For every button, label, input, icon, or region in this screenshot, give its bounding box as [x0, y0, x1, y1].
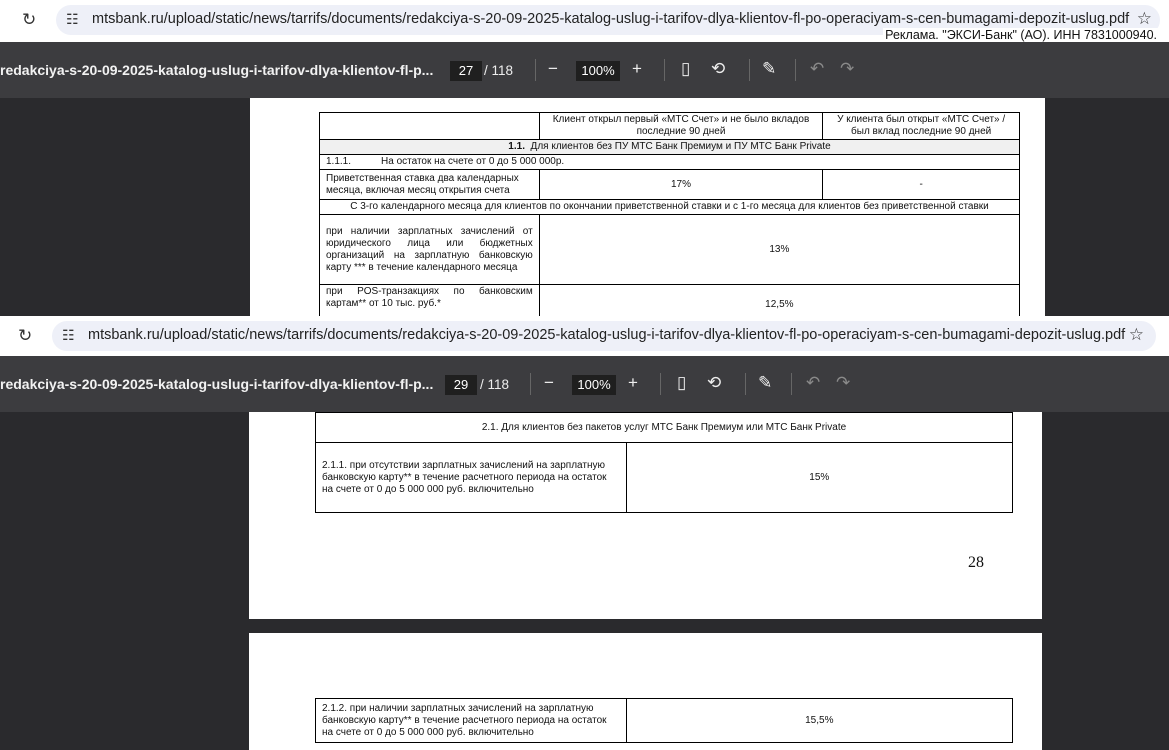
page-total: / 118 [480, 377, 510, 392]
table-row [316, 443, 1013, 513]
toolbar-divider [749, 59, 750, 81]
reload-icon[interactable]: ↻ [18, 326, 33, 345]
draw-icon[interactable]: ✎ [762, 59, 777, 78]
zoom-level-input[interactable]: 100% [576, 61, 620, 81]
table-row [320, 200, 1020, 215]
table-row [320, 170, 1020, 200]
page-number-input[interactable]: 29 [445, 375, 477, 395]
pdf-viewport[interactable] [0, 98, 1169, 316]
rate-cell: 12,5% [539, 285, 1019, 317]
pdf-viewport[interactable] [0, 412, 1169, 750]
pdf-toolbar [0, 356, 1169, 412]
section-heading: 2.1. Для клиентов без пакетов услуг МТС Банк Премиум или МТС Банк Private [316, 413, 1013, 443]
table-row [320, 140, 1020, 155]
pdf-toolbar [0, 42, 1169, 98]
zoom-level-input[interactable]: 100% [572, 375, 616, 395]
section-title: Для клиентов без ПУ МТС Банк Премиум и ПУ МТС Банк Private [530, 141, 831, 152]
section-number: 1.1. [508, 141, 525, 152]
tariff-table [315, 698, 1013, 743]
subsection-title: На остаток на счете от 0 до 5 000 000р. [381, 156, 565, 167]
undo-icon[interactable]: ↶ [806, 373, 821, 392]
table-row [316, 699, 1013, 743]
draw-icon[interactable]: ✎ [758, 373, 773, 392]
redo-icon[interactable]: ↷ [836, 373, 851, 392]
site-info-icon[interactable]: ☷ [66, 11, 79, 27]
url-field[interactable] [52, 321, 1156, 351]
toolbar-divider [745, 373, 746, 395]
rate-cell: 13% [539, 215, 1019, 285]
table-cell [320, 113, 540, 140]
minus-icon[interactable]: − [544, 373, 554, 392]
table-cell: при наличии зарплатных зачислений от юридического лица или бюджетных организаций на зарплатную банковскую карту *** в течение календарного месяца [320, 215, 540, 285]
pdf-page [250, 98, 1045, 316]
table-row [316, 413, 1013, 443]
star-icon[interactable]: ☆ [1136, 9, 1152, 28]
rate-cell: 15,5% [626, 699, 1012, 743]
page-total: / 118 [484, 63, 514, 78]
fit-page-icon[interactable]: ▯ [681, 59, 691, 78]
undo-icon[interactable]: ↶ [810, 59, 825, 78]
plus-icon[interactable]: + [628, 373, 638, 392]
pdf-page [249, 633, 1042, 750]
reload-icon[interactable]: ↻ [22, 10, 37, 29]
section-heading [320, 140, 1020, 155]
pdf-filename: redakciya-s-20-09-2025-katalog-uslug-i-tarifov-dlya-klientov-fl-p... [0, 62, 434, 78]
redo-icon[interactable]: ↷ [840, 59, 855, 78]
table-cell: Приветственная ставка два календарных месяца, включая месяц открытия счета [320, 170, 540, 200]
table-header-cell: У клиента был открыт «МТС Счет» /был вклад последние 90 дней [823, 113, 1020, 140]
table-row [320, 285, 1020, 317]
table-row [320, 113, 1020, 140]
table-header-cell: Клиент открыл первый «МТС Счет» и не было вкладов последние 90 дней [539, 113, 823, 140]
tariff-table [319, 112, 1020, 316]
rate-cell: 17% [539, 170, 823, 200]
rotate-icon[interactable]: ⟲ [707, 373, 722, 392]
ad-disclaimer: Реклама. "ЭКСИ-Банк" (АО). ИНН 7831000940. [885, 28, 1157, 42]
toolbar-divider [535, 59, 536, 81]
table-cell: 2.1.1. при отсутствии зарплатных зачислений на зарплатную банковскую карту** в течение расчетного периода на остаток на счете от 0 до 5 000 000 руб. включительно [316, 443, 627, 513]
toolbar-divider [660, 373, 661, 395]
screenshot-top [0, 0, 1169, 316]
toolbar-divider [795, 59, 796, 81]
plus-icon[interactable]: + [632, 59, 642, 78]
page-number-input[interactable]: 27 [450, 61, 482, 81]
subsection-number: 1.1.1. [326, 156, 352, 167]
table-row [320, 215, 1020, 285]
rate-cell: - [823, 170, 1020, 200]
screenshot-bottom [0, 316, 1169, 750]
site-info-icon[interactable]: ☷ [62, 327, 75, 343]
table-cell: 2.1.2. при наличии зарплатных зачислений на зарплатную банковскую карту** в течение расчетного периода на остаток на счете от 0 до 5 000 000 руб. включительно [316, 699, 627, 743]
subsection-heading [320, 155, 1020, 170]
fit-page-icon[interactable]: ▯ [677, 373, 687, 392]
toolbar-divider [530, 373, 531, 395]
period-note: С 3-го календарного месяца для клиентов по окончании приветственной ставки и с 1-го месяца для клиентов без приветственной ставки [320, 200, 1020, 215]
url-text[interactable]: mtsbank.ru/upload/static/news/tarrifs/documents/redakciya-s-20-09-2025-katalog-uslug-i-tarifov-dlya-klientov-fl-po-operaciyam-s-cen-bumagami-depozit-uslug.pdf [92, 11, 1130, 27]
toolbar-divider [791, 373, 792, 395]
pdf-filename: redakciya-s-20-09-2025-katalog-uslug-i-tarifov-dlya-klientov-fl-p... [0, 376, 434, 392]
pdf-page [249, 412, 1042, 619]
star-icon[interactable]: ☆ [1128, 325, 1144, 344]
tariff-table [315, 412, 1013, 513]
rotate-icon[interactable]: ⟲ [711, 59, 726, 78]
page-number: 28 [968, 554, 984, 571]
table-row [320, 155, 1020, 170]
url-text[interactable]: mtsbank.ru/upload/static/news/tarrifs/documents/redakciya-s-20-09-2025-katalog-uslug-i-tarifov-dlya-klientov-fl-po-operaciyam-s-cen-bumagami-depozit-uslug.pdf [88, 327, 1126, 343]
rate-cell: 15% [626, 443, 1012, 513]
table-cell: при POS-транзакциях по банковским картам** от 10 тыс. руб.* [320, 285, 540, 317]
toolbar-divider [664, 59, 665, 81]
browser-address-bar [0, 316, 1169, 356]
minus-icon[interactable]: − [548, 59, 558, 78]
